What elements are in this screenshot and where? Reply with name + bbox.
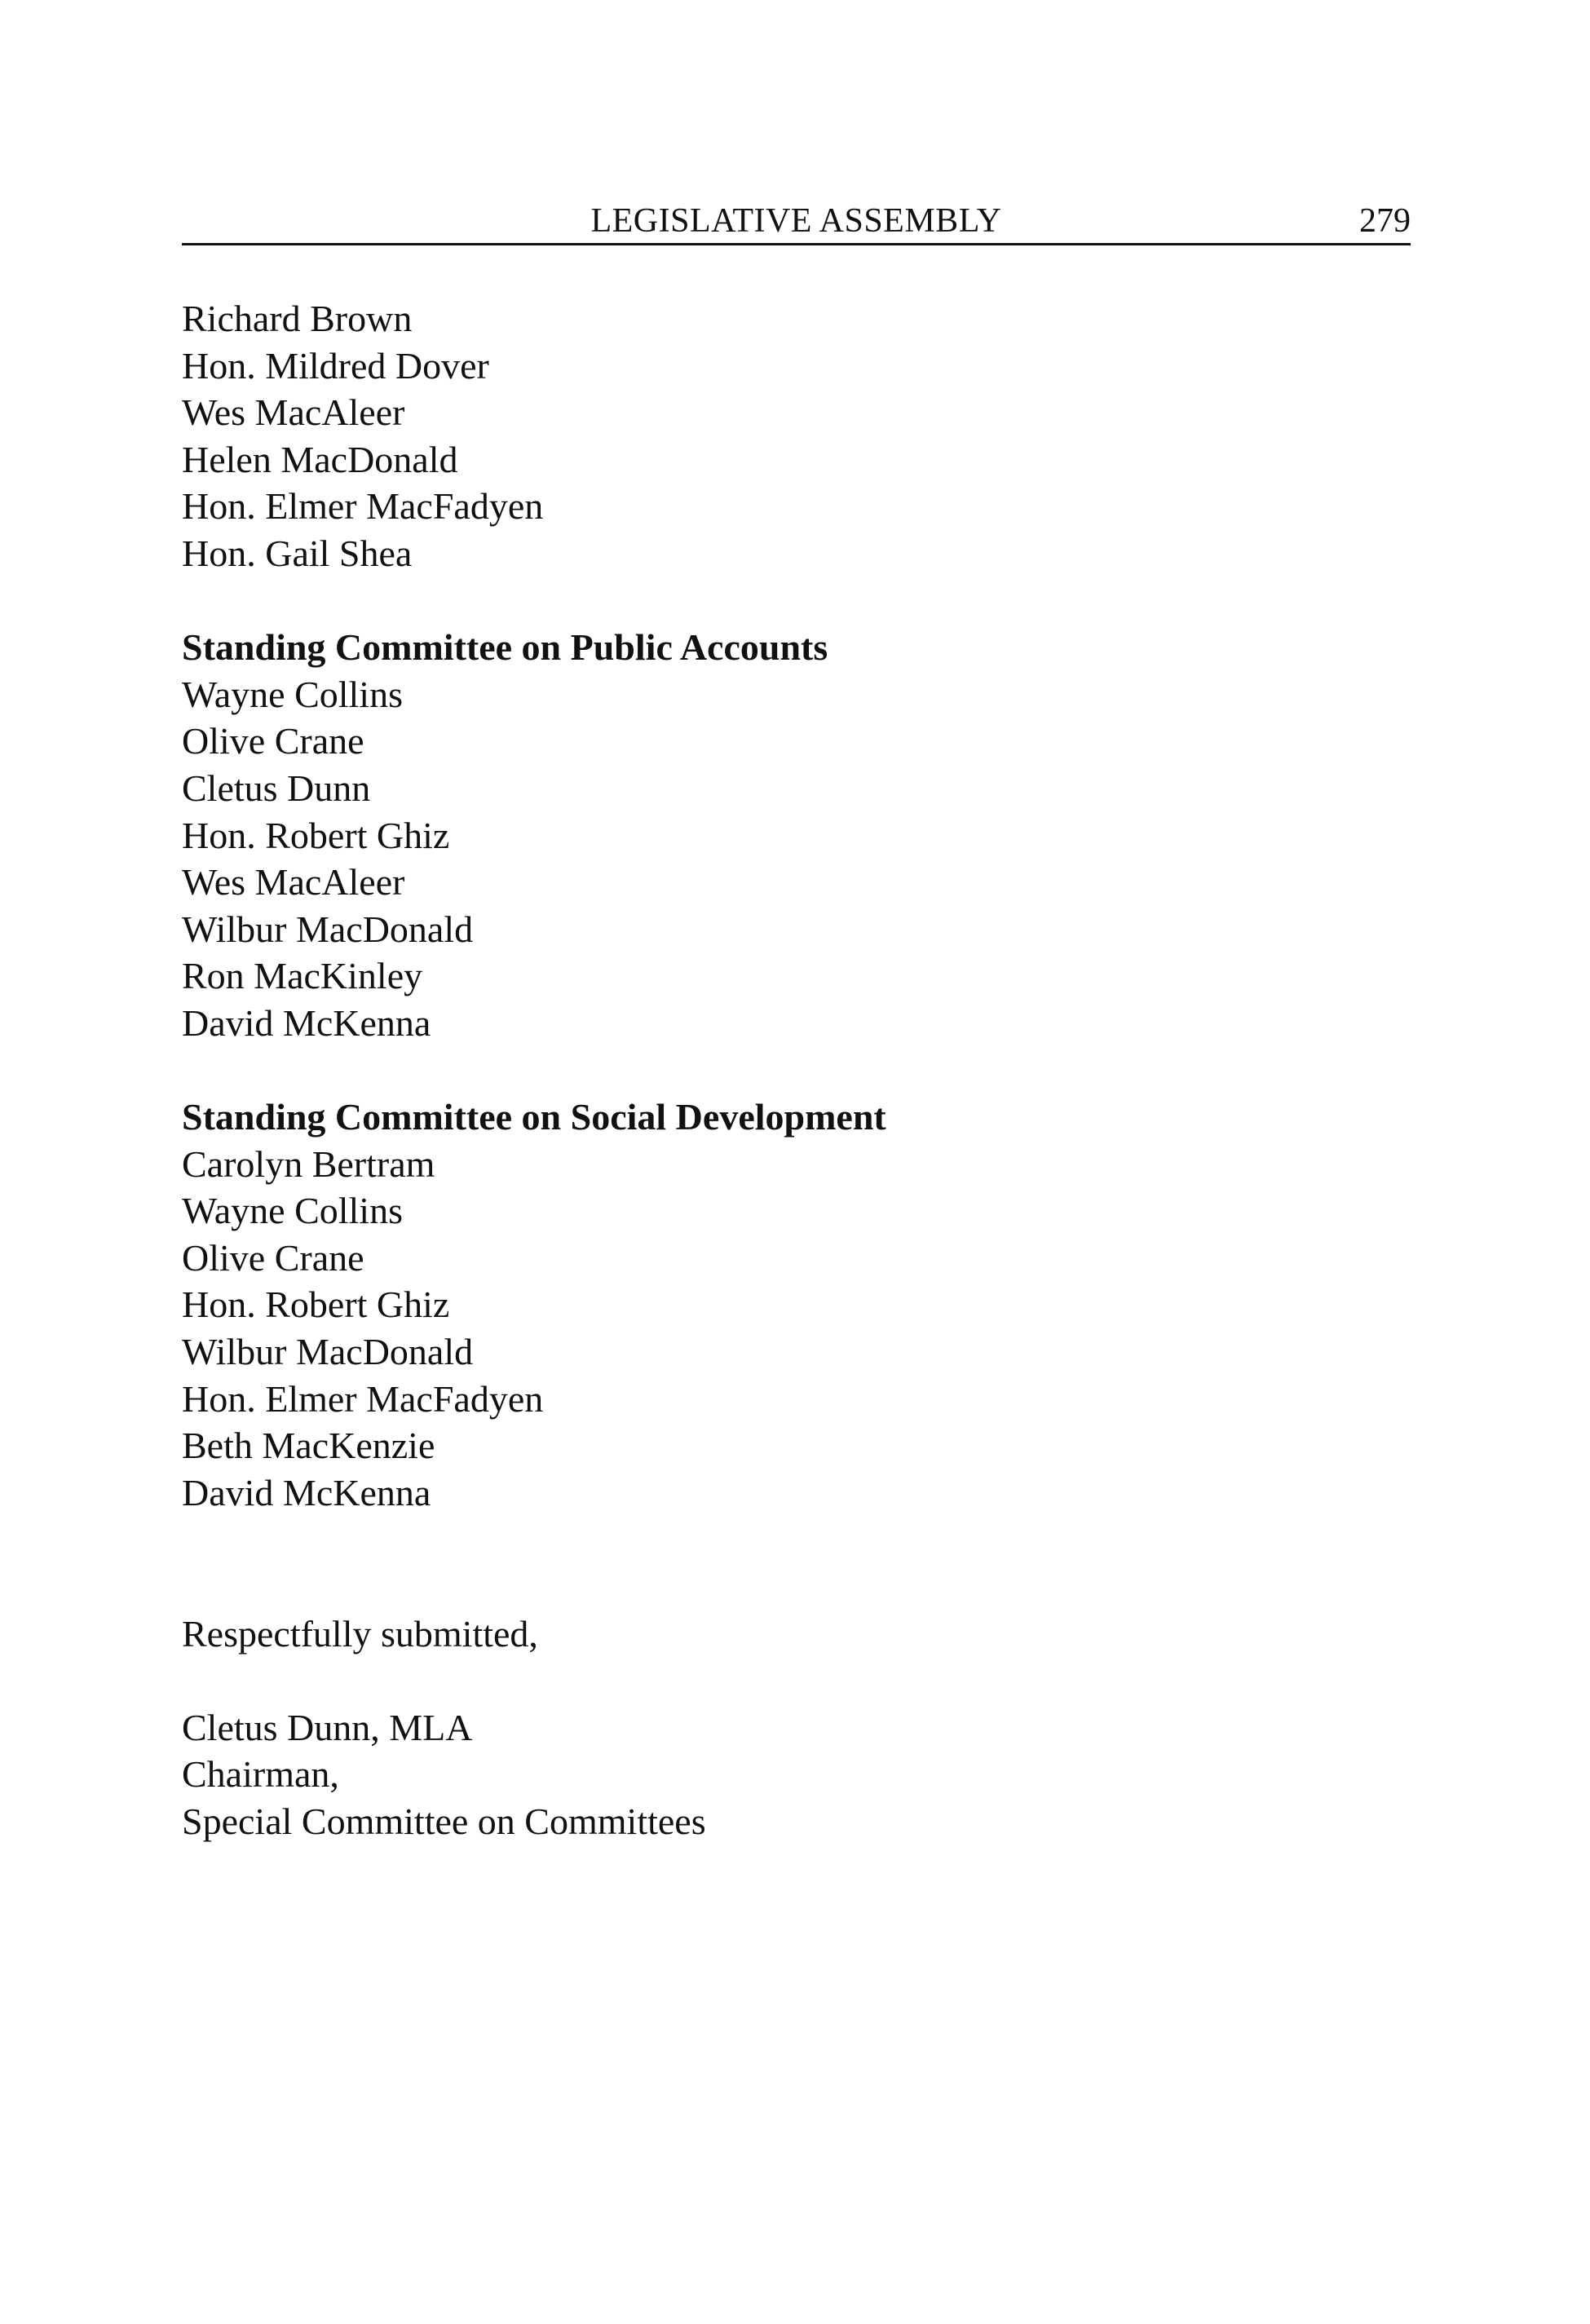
member-name: Wilbur MacDonald (182, 1331, 474, 1373)
running-title: LEGISLATIVE ASSEMBLY (590, 202, 1002, 240)
closing-block (182, 1610, 1323, 1845)
member-name: Wes MacAleer (182, 861, 405, 904)
member-name: Hon. Robert Ghiz (182, 1284, 450, 1326)
social-development-committee (182, 1094, 1323, 1516)
section-spacer (182, 1047, 1323, 1094)
member-name: David McKenna (182, 1471, 431, 1513)
member-name: Hon. Gail Shea (182, 532, 413, 574)
running-header (182, 199, 1411, 245)
member-name: Beth MacKenzie (182, 1425, 435, 1467)
member-name: Wayne Collins (182, 673, 403, 715)
member-name: Carolyn Bertram (182, 1142, 435, 1185)
member-name: David McKenna (182, 1001, 431, 1044)
member-name: Hon. Elmer MacFadyen (182, 1377, 544, 1420)
section-spacer (182, 1516, 1323, 1610)
member-name: Wilbur MacDonald (182, 908, 474, 950)
member-name: Olive Crane (182, 720, 364, 762)
member-name: Richard Brown (182, 298, 413, 339)
member-name: Olive Crane (182, 1236, 364, 1279)
member-list-continued (182, 295, 1323, 577)
document-body (182, 295, 1323, 1845)
member-name: Helen MacDonald (182, 438, 458, 480)
page-number: 279 (1359, 202, 1411, 240)
closing-spacer (182, 1657, 1323, 1704)
member-name: Hon. Robert Ghiz (182, 814, 450, 856)
member-name: Hon. Elmer MacFadyen (182, 485, 544, 528)
public-accounts-committee (182, 624, 1323, 1046)
member-name: Cletus Dunn (182, 767, 371, 809)
closing-salutation: Respectfully submitted, (182, 1612, 538, 1655)
member-name: Wes MacAleer (182, 391, 405, 434)
member-name: Ron MacKinley (182, 955, 423, 997)
signatory-name: Cletus Dunn, MLA (182, 1706, 473, 1748)
committee-heading: Standing Committee on Social Development (182, 1096, 886, 1138)
member-name: Hon. Mildred Dover (182, 344, 489, 387)
committee-heading: Standing Committee on Public Accounts (182, 626, 828, 669)
signatory-committee: Special Committee on Committees (182, 1800, 706, 1842)
signatory-role: Chairman, (182, 1753, 339, 1796)
member-name: Wayne Collins (182, 1190, 403, 1232)
section-spacer (182, 577, 1323, 625)
